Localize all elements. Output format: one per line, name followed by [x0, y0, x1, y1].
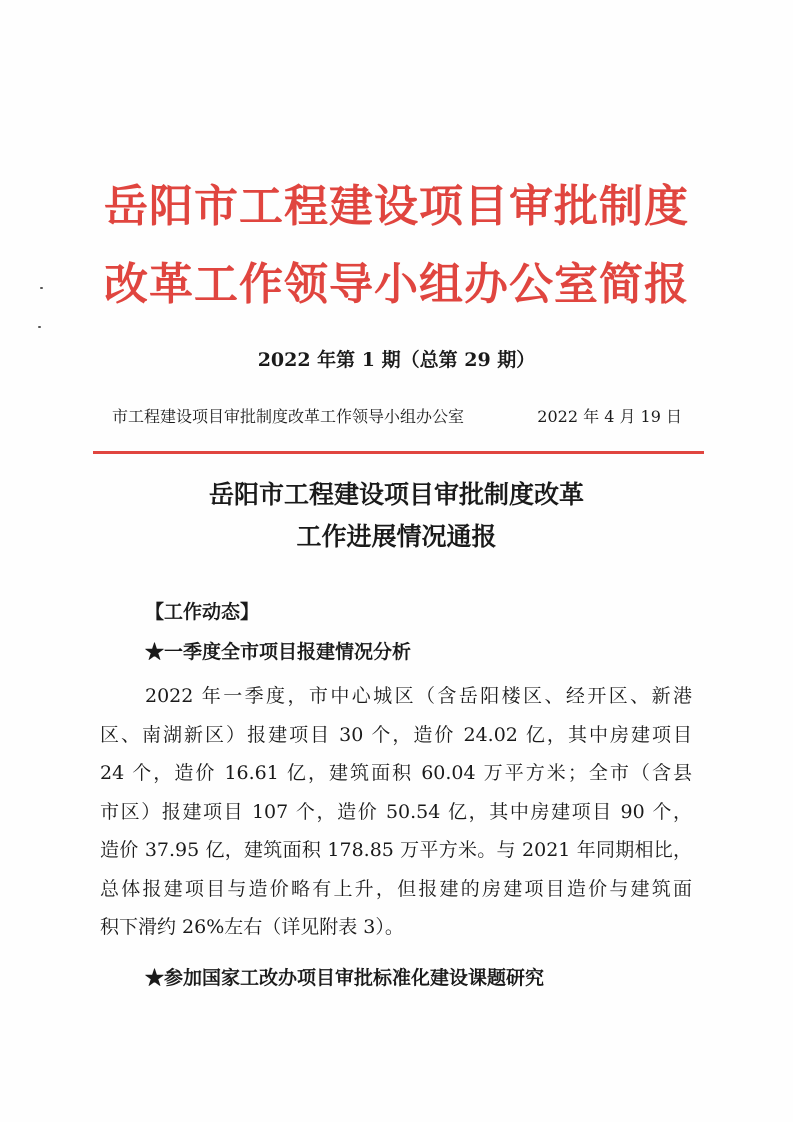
- paragraph-line: 总体报建项目与造价略有上升，但报建的房建项目造价与建筑面: [100, 877, 692, 900]
- masthead-title-line-2: 改革工作领导小组办公室简报: [104, 259, 689, 310]
- paragraph-line: 2022 年一季度，市中心城区（含岳阳楼区、经开区、新港: [145, 685, 692, 707]
- masthead-title-line-1: 岳阳市工程建设项目审批制度: [104, 181, 689, 232]
- section-work-dynamics: 【工作动态】: [145, 601, 260, 623]
- publication-meta: [112, 404, 682, 430]
- section-q1-heading: ★一季度全市项目报建情况分析: [145, 641, 412, 663]
- red-divider: [93, 451, 704, 454]
- paragraph-line: 24 个，造价 16.61 亿，建筑面积 60.04 万平方米；全市（含县: [100, 762, 692, 784]
- issue-number: 2022 年第 1 期（总第 29 期）: [257, 349, 536, 371]
- scan-speck: [38, 326, 41, 328]
- paragraph-line: 市区）报建项目 107 个，造价 50.54 亿，其中房建项目 90 个，: [100, 800, 692, 823]
- article-title-line-2: 工作进展情况通报: [296, 522, 497, 551]
- section-national-heading: ★参加国家工改办项目审批标准化建设课题研究: [145, 967, 545, 989]
- scan-speck: [40, 287, 43, 289]
- paragraph-line: 区、南湖新区）报建项目 30 个，造价 24.02 亿，其中房建项目: [100, 723, 692, 746]
- q1-paragraph: [100, 677, 692, 947]
- paragraph-line: 积下滑约 26%左右（详见附表 3）。: [100, 916, 404, 938]
- issuing-organization: 市工程建设项目审批制度改革工作领导小组办公室: [112, 407, 465, 426]
- issue-date: 2022 年 4 月 19 日: [537, 407, 682, 426]
- article-title-line-1: 岳阳市工程建设项目审批制度改革: [208, 480, 584, 509]
- paragraph-line: 造价 37.95 亿，建筑面积 178.85 万平方米。与 2021 年同期相比，: [100, 839, 692, 861]
